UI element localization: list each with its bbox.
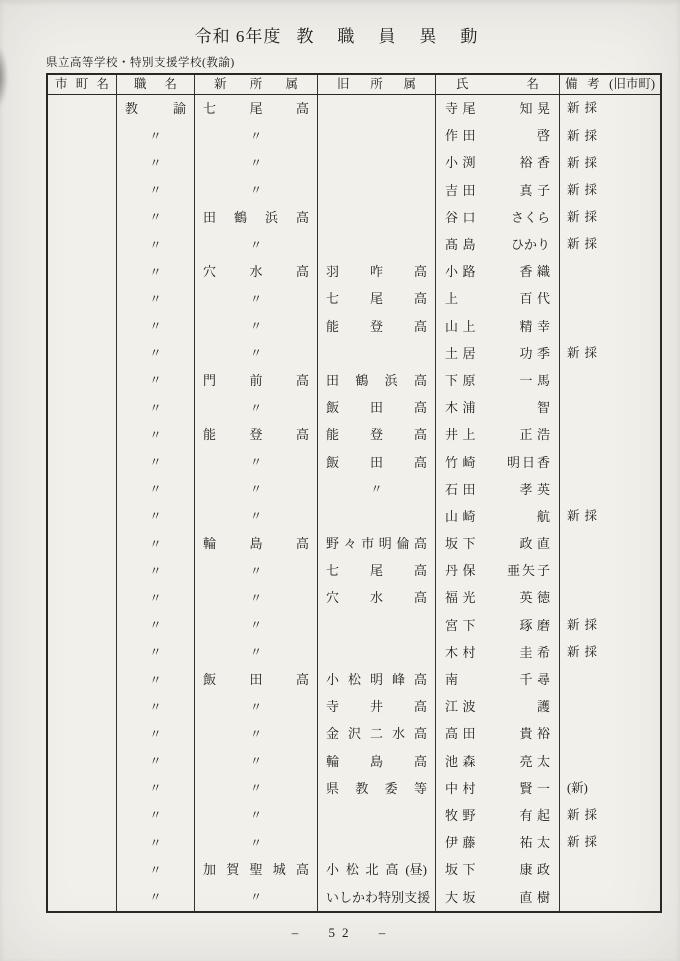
table-row <box>48 231 660 258</box>
given-name: 亮太 <box>519 753 555 769</box>
note-text: 新採 <box>567 509 603 524</box>
note-text: (新) <box>567 781 588 796</box>
cell-city <box>48 204 117 231</box>
ditto-mark: 〃 <box>195 231 318 258</box>
table-row <box>48 95 660 122</box>
ditto-mark: 〃 <box>117 285 195 312</box>
ditto-mark: 〃 <box>195 122 318 149</box>
family-name: 髙島 <box>445 237 481 253</box>
cell-note <box>560 448 660 475</box>
cell-city <box>48 149 117 176</box>
ditto-mark: 〃 <box>117 313 195 340</box>
given-name: 一馬 <box>519 372 555 388</box>
cell-old-school: 能 登 高 <box>318 421 436 448</box>
cell-old-school: 野 々 市 明 倫 高 <box>318 530 436 557</box>
given-name: 明日香 <box>506 454 552 470</box>
ditto-mark: 〃 <box>195 448 318 475</box>
column-header: 備 考 (旧市町) <box>565 77 655 92</box>
cell-name <box>436 503 560 530</box>
ditto-mark: 〃 <box>117 421 195 448</box>
ditto-mark: 〃 <box>117 666 195 693</box>
cell-city <box>48 476 117 503</box>
cell-name <box>436 394 560 421</box>
ditto-mark: 〃 <box>117 340 195 367</box>
title-era: 令和 6年度 <box>194 27 282 46</box>
cell-name <box>436 448 560 475</box>
cell-city <box>48 856 117 883</box>
given-name: 百代 <box>519 291 555 307</box>
note-text: 新採 <box>567 210 603 225</box>
cell-note <box>560 530 660 557</box>
ditto-mark: 〃 <box>195 394 318 421</box>
note-text: 新採 <box>567 617 603 632</box>
given-name: 知晃 <box>519 101 555 117</box>
table-row <box>48 421 660 448</box>
table-row <box>48 584 660 611</box>
given-name: 祐太 <box>519 835 555 851</box>
family-name: 丹保 <box>445 563 481 579</box>
cell-city <box>48 584 117 611</box>
family-name: 南 <box>445 672 463 688</box>
cell-name <box>436 340 560 367</box>
ditto-mark: 〃 <box>195 177 318 204</box>
family-name: 小渕 <box>445 155 481 171</box>
cell-old-school: 羽 咋 高 <box>318 258 436 285</box>
given-name: 亜矢子 <box>506 563 552 579</box>
page-number: – 52 – <box>291 925 393 940</box>
cell-name <box>436 693 560 720</box>
family-name: 坂下 <box>445 536 481 552</box>
cell-note <box>560 177 660 204</box>
ditto-mark: 〃 <box>195 639 318 666</box>
ditto-mark: 〃 <box>117 258 195 285</box>
given-name: 精幸 <box>519 318 555 334</box>
cell-name <box>436 748 560 775</box>
scan-artifact-smudge <box>0 46 8 108</box>
cell-city <box>48 313 117 340</box>
cell-name <box>436 856 560 883</box>
cell-old-school: 七 尾 高 <box>318 285 436 312</box>
cell-old-school <box>318 639 436 666</box>
ditto-mark: 〃 <box>117 122 195 149</box>
given-name: 護 <box>536 699 555 715</box>
cell-old-school <box>318 829 436 856</box>
table-row <box>48 530 660 557</box>
table-row <box>48 802 660 829</box>
table-row <box>48 258 660 285</box>
family-name: 小路 <box>445 264 481 280</box>
cell-city <box>48 557 117 584</box>
ditto-mark: 〃 <box>117 883 195 910</box>
cell-note <box>560 149 660 176</box>
ditto-mark: 〃 <box>117 177 195 204</box>
cell-old-school <box>318 612 436 639</box>
cell-city <box>48 95 117 122</box>
cell-old-school: 小 松 明 峰 高 <box>318 666 436 693</box>
column-header: 新 所 属 <box>195 75 318 94</box>
cell-old-school: 七 尾 高 <box>318 557 436 584</box>
family-name: 宮下 <box>445 617 481 633</box>
given-name: 孝英 <box>519 481 555 497</box>
table-row <box>48 122 660 149</box>
cell-name <box>436 421 560 448</box>
cell-old-school: 県 教 委 等 <box>318 775 436 802</box>
table-row <box>48 285 660 312</box>
cell-city <box>48 883 117 910</box>
ditto-mark: 〃 <box>117 584 195 611</box>
cell-name <box>436 313 560 340</box>
cell-note <box>560 258 660 285</box>
cell-old-school: 能 登 高 <box>318 313 436 340</box>
cell-name <box>436 639 560 666</box>
family-name: 高田 <box>445 726 481 742</box>
ditto-mark: 〃 <box>117 748 195 775</box>
note-text: 新採 <box>567 808 603 823</box>
table-row <box>48 693 660 720</box>
personnel-table <box>46 73 662 913</box>
cell-name <box>436 149 560 176</box>
cell-new-school: 門 前 高 <box>195 367 318 394</box>
cell-name <box>436 584 560 611</box>
cell-old-school: い し か わ 特 別 支 援 <box>318 883 436 910</box>
given-name: 琢磨 <box>519 617 555 633</box>
ditto-mark: 〃 <box>195 313 318 340</box>
table-row <box>48 639 660 666</box>
ditto-mark: 〃 <box>117 856 195 883</box>
family-name: 竹崎 <box>445 454 481 470</box>
cell-note <box>560 829 660 856</box>
cell-old-school <box>318 204 436 231</box>
ditto-mark: 〃 <box>195 285 318 312</box>
given-name: 直樹 <box>519 889 555 905</box>
table-row <box>48 204 660 231</box>
column-header: 氏 名 <box>436 75 560 94</box>
cell-city <box>48 421 117 448</box>
ditto-mark: 〃 <box>318 476 436 503</box>
column-header: 職 名 <box>117 75 195 94</box>
cell-new-school: 七 尾 高 <box>195 95 318 122</box>
given-name: 賢一 <box>519 780 555 796</box>
ditto-mark: 〃 <box>195 476 318 503</box>
family-name: 江波 <box>445 699 481 715</box>
table-row <box>48 748 660 775</box>
ditto-mark: 〃 <box>117 639 195 666</box>
page-title <box>0 22 676 47</box>
cell-name <box>436 666 560 693</box>
note-text: 新採 <box>567 155 603 170</box>
ditto-mark: 〃 <box>195 557 318 584</box>
ditto-mark: 〃 <box>117 829 195 856</box>
given-name: 啓 <box>536 128 555 144</box>
cell-note <box>560 666 660 693</box>
family-name: 石田 <box>445 481 481 497</box>
family-name: 坂下 <box>445 862 481 878</box>
cell-name <box>436 95 560 122</box>
family-name: 木浦 <box>445 400 481 416</box>
cell-city <box>48 666 117 693</box>
given-name: 有起 <box>519 807 555 823</box>
cell-name <box>436 720 560 747</box>
cell-new-school: 飯 田 高 <box>195 666 318 693</box>
cell-city <box>48 231 117 258</box>
cell-city <box>48 448 117 475</box>
cell-city <box>48 693 117 720</box>
cell-new-school: 輪 島 高 <box>195 530 318 557</box>
cell-old-school: 金 沢 二 水 高 <box>318 720 436 747</box>
table-row <box>48 883 660 910</box>
cell-note <box>560 584 660 611</box>
given-name: 千尋 <box>519 672 555 688</box>
cell-note <box>560 394 660 421</box>
cell-name <box>436 231 560 258</box>
cell-new-school: 穴 水 高 <box>195 258 318 285</box>
note-text: 新採 <box>567 346 603 361</box>
cell-city <box>48 720 117 747</box>
family-name: 寺尾 <box>445 101 481 117</box>
ditto-mark: 〃 <box>195 612 318 639</box>
note-text: 新採 <box>567 128 603 143</box>
ditto-mark: 〃 <box>117 720 195 747</box>
family-name: 上 <box>445 291 463 307</box>
ditto-mark: 〃 <box>117 612 195 639</box>
given-name: 康政 <box>519 862 555 878</box>
cell-name <box>436 476 560 503</box>
cell-note <box>560 693 660 720</box>
given-name: 功季 <box>519 345 555 361</box>
cell-name <box>436 802 560 829</box>
family-name: 谷口 <box>445 209 481 225</box>
table-row <box>48 612 660 639</box>
note-text: 新採 <box>567 237 603 252</box>
cell-city <box>48 530 117 557</box>
table-row <box>48 856 660 883</box>
table-header-row <box>48 75 660 95</box>
ditto-mark: 〃 <box>195 503 318 530</box>
cell-name <box>436 258 560 285</box>
cell-note <box>560 775 660 802</box>
cell-note <box>560 557 660 584</box>
ditto-mark: 〃 <box>117 530 195 557</box>
cell-note <box>560 883 660 910</box>
cell-city <box>48 639 117 666</box>
cell-new-school: 加 賀 聖 城 高 <box>195 856 318 883</box>
document-subtitle: 県立高等学校・特別支援学校(教諭) <box>46 57 235 69</box>
cell-note <box>560 421 660 448</box>
cell-old-school <box>318 149 436 176</box>
cell-city <box>48 258 117 285</box>
table-row <box>48 394 660 421</box>
cell-city <box>48 122 117 149</box>
ditto-mark: 〃 <box>195 720 318 747</box>
given-name: 英徳 <box>519 590 555 606</box>
family-name: 木村 <box>445 644 481 660</box>
cell-old-school <box>318 177 436 204</box>
cell-name <box>436 204 560 231</box>
cell-note <box>560 122 660 149</box>
cell-old-school <box>318 802 436 829</box>
family-name: 土居 <box>445 345 481 361</box>
family-name: 福光 <box>445 590 481 606</box>
ditto-mark: 〃 <box>195 340 318 367</box>
cell-new-school: 田 鶴 浜 高 <box>195 204 318 231</box>
cell-name <box>436 285 560 312</box>
ditto-mark: 〃 <box>117 775 195 802</box>
cell-note <box>560 340 660 367</box>
cell-name <box>436 775 560 802</box>
cell-old-school <box>318 503 436 530</box>
cell-name <box>436 367 560 394</box>
cell-old-school <box>318 231 436 258</box>
cell-city <box>48 340 117 367</box>
given-name: 正浩 <box>519 427 555 443</box>
ditto-mark: 〃 <box>117 231 195 258</box>
cell-city <box>48 748 117 775</box>
ditto-mark: 〃 <box>117 802 195 829</box>
cell-old-school: 穴 水 高 <box>318 584 436 611</box>
table-row <box>48 367 660 394</box>
cell-new-school: 能 登 高 <box>195 421 318 448</box>
table-row <box>48 476 660 503</box>
cell-note <box>560 720 660 747</box>
table-row <box>48 775 660 802</box>
note-text: 新採 <box>567 645 603 660</box>
cell-old-school: 田 鶴 浜 高 <box>318 367 436 394</box>
ditto-mark: 〃 <box>195 883 318 910</box>
cell-city <box>48 802 117 829</box>
cell-note <box>560 367 660 394</box>
given-name: 真子 <box>519 182 555 198</box>
cell-note <box>560 313 660 340</box>
cell-name <box>436 883 560 910</box>
ditto-mark: 〃 <box>117 448 195 475</box>
cell-city <box>48 612 117 639</box>
table-row <box>48 177 660 204</box>
cell-position: 教 諭 <box>117 95 195 122</box>
cell-name <box>436 530 560 557</box>
family-name: 山上 <box>445 318 481 334</box>
cell-old-school <box>318 122 436 149</box>
table-row <box>48 666 660 693</box>
column-header: 市 町 名 <box>48 75 117 94</box>
ditto-mark: 〃 <box>117 394 195 421</box>
cell-note <box>560 612 660 639</box>
cell-city <box>48 394 117 421</box>
cell-city <box>48 177 117 204</box>
family-name: 中村 <box>445 780 481 796</box>
cell-name <box>436 557 560 584</box>
cell-note <box>560 204 660 231</box>
column-header: 旧 所 属 <box>318 75 436 94</box>
cell-city <box>48 367 117 394</box>
ditto-mark: 〃 <box>195 149 318 176</box>
note-text: 新採 <box>567 835 603 850</box>
ditto-mark: 〃 <box>117 367 195 394</box>
ditto-mark: 〃 <box>195 748 318 775</box>
cell-note <box>560 95 660 122</box>
ditto-mark: 〃 <box>195 829 318 856</box>
cell-old-school: 飯 田 高 <box>318 394 436 421</box>
family-name: 吉田 <box>445 182 481 198</box>
cell-name <box>436 612 560 639</box>
family-name: 池森 <box>445 753 481 769</box>
given-name: 圭希 <box>519 644 555 660</box>
family-name: 下原 <box>445 372 481 388</box>
cell-note <box>560 639 660 666</box>
family-name: 大坂 <box>445 889 481 905</box>
cell-note <box>560 231 660 258</box>
given-name: ひかり <box>510 237 550 253</box>
ditto-mark: 〃 <box>117 149 195 176</box>
cell-city <box>48 503 117 530</box>
given-name: 智 <box>536 400 555 416</box>
ditto-mark: 〃 <box>117 476 195 503</box>
given-name: さくら <box>510 209 550 225</box>
table-row <box>48 340 660 367</box>
cell-old-school <box>318 95 436 122</box>
ditto-mark: 〃 <box>195 693 318 720</box>
cell-old-school: 小 松 北 高 (昼) <box>318 856 436 883</box>
ditto-mark: 〃 <box>117 204 195 231</box>
given-name: 航 <box>536 508 555 524</box>
cell-city <box>48 829 117 856</box>
title-main: 教職員異動 <box>296 27 502 46</box>
cell-note <box>560 476 660 503</box>
family-name: 山崎 <box>445 508 481 524</box>
table-row <box>48 720 660 747</box>
table-row <box>48 313 660 340</box>
table-row <box>48 557 660 584</box>
ditto-mark: 〃 <box>117 557 195 584</box>
ditto-mark: 〃 <box>195 802 318 829</box>
family-name: 牧野 <box>445 807 481 823</box>
cell-note <box>560 503 660 530</box>
ditto-mark: 〃 <box>117 503 195 530</box>
table-row <box>48 829 660 856</box>
cell-note <box>560 856 660 883</box>
ditto-mark: 〃 <box>117 693 195 720</box>
table-row <box>48 149 660 176</box>
given-name: 裕香 <box>519 155 555 171</box>
family-name: 作田 <box>445 128 481 144</box>
family-name: 伊藤 <box>445 835 481 851</box>
note-text: 新採 <box>567 182 603 197</box>
family-name: 井上 <box>445 427 481 443</box>
cell-city <box>48 285 117 312</box>
cell-old-school: 飯 田 高 <box>318 448 436 475</box>
table-row <box>48 503 660 530</box>
ditto-mark: 〃 <box>195 584 318 611</box>
cell-name <box>436 177 560 204</box>
cell-note <box>560 748 660 775</box>
cell-note <box>560 285 660 312</box>
given-name: 貴裕 <box>519 726 555 742</box>
cell-name <box>436 122 560 149</box>
table-row <box>48 448 660 475</box>
given-name: 政直 <box>519 536 555 552</box>
cell-note <box>560 802 660 829</box>
note-text: 新採 <box>567 101 603 116</box>
given-name: 香織 <box>519 264 555 280</box>
cell-city <box>48 775 117 802</box>
cell-old-school: 寺 井 高 <box>318 693 436 720</box>
cell-old-school: 輪 島 高 <box>318 748 436 775</box>
ditto-mark: 〃 <box>195 775 318 802</box>
cell-old-school <box>318 340 436 367</box>
cell-name <box>436 829 560 856</box>
